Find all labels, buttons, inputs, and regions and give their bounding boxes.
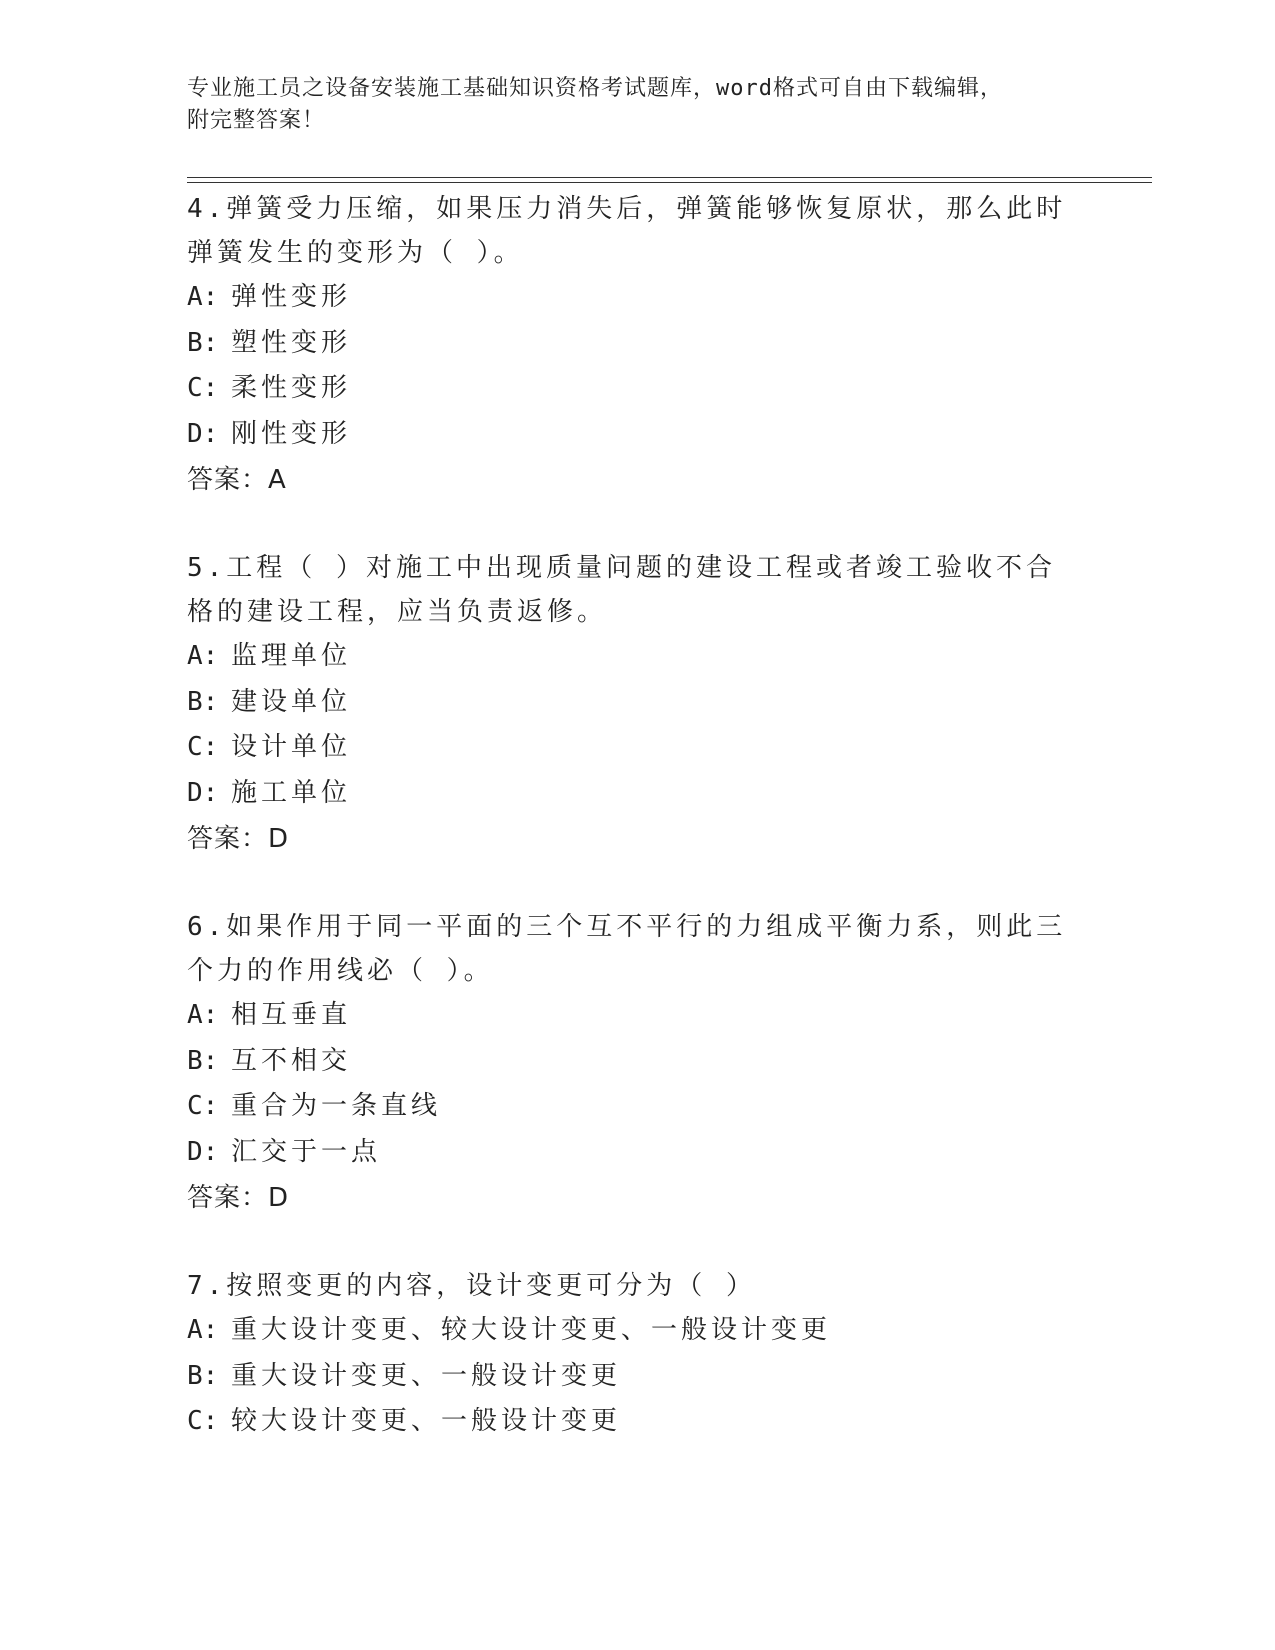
header-line-2: 附完整答案！ <box>187 108 326 133</box>
option-label: A: <box>187 1315 219 1345</box>
answer-line: 答案：A <box>187 465 287 495</box>
option-text: 设计单位 <box>231 732 352 762</box>
option-text: 刚性变形 <box>231 418 352 449</box>
header-divider-bottom <box>187 182 1152 183</box>
option-text: 监理单位 <box>231 641 352 671</box>
option-c <box>187 366 1067 412</box>
answer-line: 答案：D <box>187 1183 290 1213</box>
question-stem: 7.按照变更的内容，设计变更可分为（ ） <box>187 1271 756 1301</box>
option-label: C: <box>187 732 219 762</box>
question-5 <box>187 546 1067 862</box>
option-c <box>187 1084 1067 1130</box>
option-b <box>187 1039 1067 1085</box>
option-text: 相互垂直 <box>231 1000 352 1030</box>
answer-line: 答案：D <box>187 824 290 854</box>
option-a <box>187 634 1067 680</box>
option-text: 互不相交 <box>231 1045 352 1076</box>
option-label: B: <box>187 1045 219 1076</box>
option-text: 重合为一条直线 <box>231 1091 442 1121</box>
option-b <box>187 1354 1067 1400</box>
option-label: C: <box>187 1091 219 1121</box>
option-text: 建设单位 <box>231 686 352 717</box>
header-line-1: 专业施工员之设备安装施工基础知识资格考试题库，word格式可自由下载编辑， <box>187 76 1003 101</box>
option-text: 较大设计变更、一般设计变更 <box>231 1406 622 1436</box>
option-a <box>187 1308 1067 1354</box>
option-d <box>187 412 1067 458</box>
option-a <box>187 275 1067 321</box>
question-stem: 5.工程（ ）对施工中出现质量问题的建设工程或者竣工验收不合格的建设工程，应当负责返修。 <box>187 553 1056 627</box>
option-text: 重大设计变更、较大设计变更、一般设计变更 <box>231 1315 832 1345</box>
option-label: D: <box>187 418 219 449</box>
option-a <box>187 993 1067 1039</box>
option-c <box>187 725 1067 771</box>
option-text: 汇交于一点 <box>231 1136 382 1167</box>
question-stem: 6.如果作用于同一平面的三个互不平行的力组成平衡力系，则此三个力的作用线必（ ）。 <box>187 912 1067 986</box>
option-b <box>187 321 1067 367</box>
option-label: B: <box>187 327 219 358</box>
option-d <box>187 771 1067 817</box>
option-text: 弹性变形 <box>231 282 352 312</box>
option-d <box>187 1130 1067 1176</box>
option-label: D: <box>187 1136 219 1167</box>
option-label: A: <box>187 282 219 312</box>
question-stem: 4.弹簧受力压缩，如果压力消失后，弹簧能够恢复原状，那么此时弹簧发生的变形为（ ）。 <box>187 194 1067 268</box>
option-label: C: <box>187 1406 219 1436</box>
question-7 <box>187 1264 1067 1445</box>
question-6 <box>187 905 1067 1221</box>
header-divider-top <box>187 177 1152 178</box>
option-text: 柔性变形 <box>231 373 352 403</box>
option-text: 塑性变形 <box>231 327 352 358</box>
option-label: D: <box>187 777 219 808</box>
option-text: 重大设计变更、一般设计变更 <box>231 1360 622 1391</box>
option-label: B: <box>187 686 219 717</box>
option-label: B: <box>187 1360 219 1391</box>
option-label: C: <box>187 373 219 403</box>
option-b <box>187 680 1067 726</box>
option-label: A: <box>187 641 219 671</box>
option-c <box>187 1399 1067 1445</box>
option-text: 施工单位 <box>231 777 352 808</box>
question-4 <box>187 187 1067 503</box>
option-label: A: <box>187 1000 219 1030</box>
document-header <box>187 73 1067 137</box>
